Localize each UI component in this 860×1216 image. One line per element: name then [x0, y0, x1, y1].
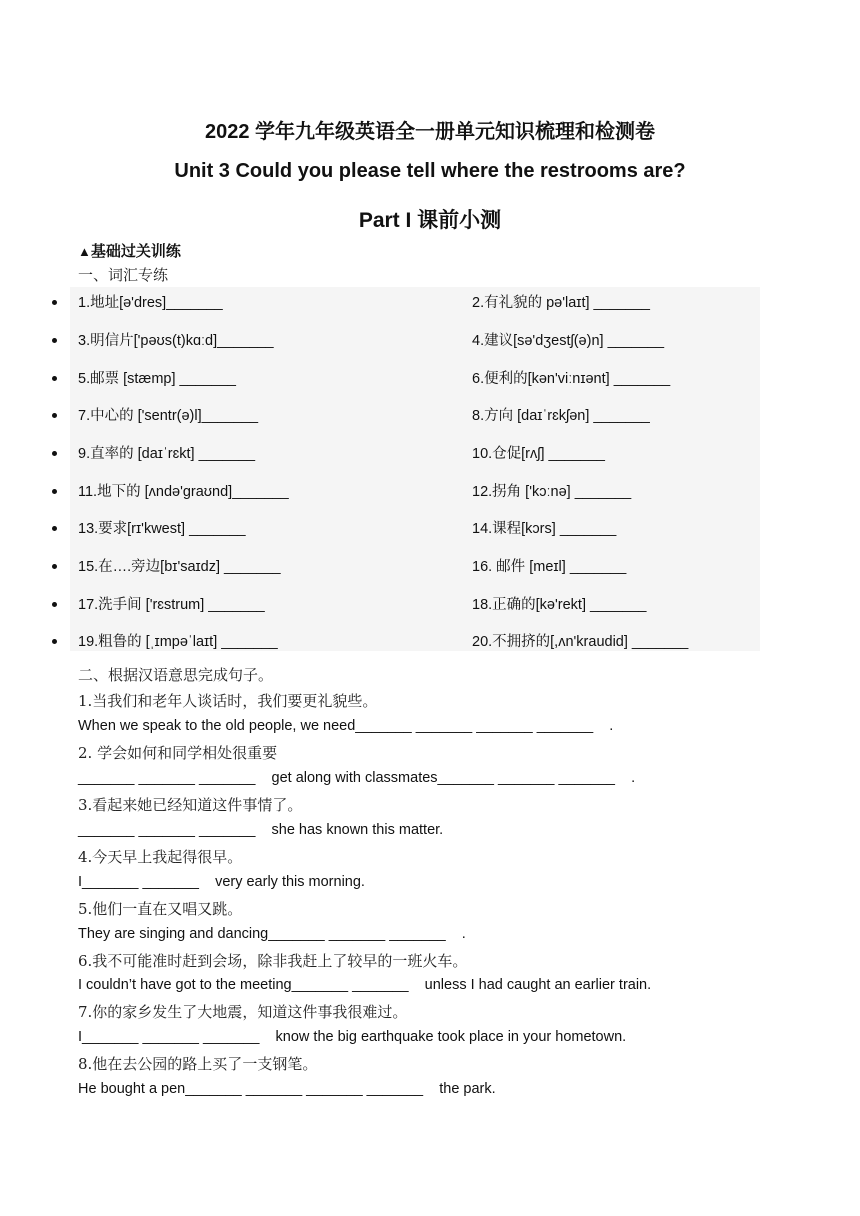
bullet-icon: [52, 602, 57, 607]
vocab-item: 12.拐角 ['kɔːnə] _______: [472, 484, 632, 500]
sentence-answer-line: _______ _______ _______ she has known this matter.: [78, 822, 444, 838]
sentence-answer-line: He bought a pen_______ _______ _______ _______ the park.: [78, 1081, 496, 1097]
vocab-item: 10.仓促[rʌʃ] _______: [472, 446, 605, 462]
vocab-row: [0, 367, 860, 405]
sentence-answer-line: When we speak to the old people, we need_______ _______ _______ _______ .: [78, 718, 614, 734]
vocab-item: 11.地下的 [ʌndə'graʊnd]_______: [78, 484, 289, 500]
sentence-prompt: 1.当我们和老年人谈话时，我们要更礼貌些。: [78, 692, 378, 710]
bullet-icon: [52, 564, 57, 569]
vocab-item: 14.课程[kɔrs] _______: [472, 521, 617, 537]
sentence-prompt: 6.我不可能准时赶到会场，除非我赶上了较早的一班火车。: [78, 952, 468, 970]
vocab-item: 2.有礼貌的 pə'laɪt] _______: [472, 295, 650, 311]
vocab-item: 15.在….旁边[bɪ'saɪdz] _______: [78, 559, 281, 575]
vocab-heading: 一、词汇专练: [78, 266, 169, 284]
vocab-item: 17.洗手间 ['rɛstrum] _______: [78, 597, 265, 613]
vocab-item: 7.中心的 ['sentr(ə)l]_______: [78, 408, 259, 424]
vocab-item: 19.粗鲁的 [ˌɪmpəˈlaɪt] _______: [78, 634, 278, 650]
section-heading-text: 基础过关训练: [90, 243, 181, 260]
sentence-answer-line: I_______ _______ _______ know the big earthquake took place in your hometown.: [78, 1029, 627, 1045]
bullet-icon: [52, 451, 57, 456]
sentence-prompt: 3.看起来她已经知道这件事情了。: [78, 796, 303, 814]
vocab-item: 6.便利的[kən'viːnɪənt] _______: [472, 371, 671, 387]
sentences-heading: 二、根据汉语意思完成句子。: [78, 666, 274, 684]
vocab-row: [0, 555, 860, 593]
sentence-prompt: 7.你的家乡发生了大地震，知道这件事我很难过。: [78, 1003, 408, 1021]
vocab-row: [0, 480, 860, 518]
vocab-item: 8.方向 [daɪˈrɛkʃən] _______: [472, 408, 650, 424]
unit-title: Unit 3 Could you please tell where the restrooms are?: [174, 160, 686, 182]
sentence-answer-line: I_______ _______ very early this morning.: [78, 874, 365, 890]
bullet-icon: [52, 413, 57, 418]
vocab-item: 18.正确的[kə'rekt] _______: [472, 597, 647, 613]
vocab-row: [0, 442, 860, 480]
bullet-icon: [52, 489, 57, 494]
document-title: 2022 学年九年级英语全一册单元知识梳理和检测卷: [204, 121, 656, 143]
sentence-prompt: 2. 学会如何和同学相处很重要: [78, 744, 278, 762]
bullet-icon: [52, 376, 57, 381]
vocab-row: [0, 404, 860, 442]
sentence-answer-line: They are singing and dancing_______ _______ _______ .: [78, 926, 466, 942]
sentence-prompt: 5.他们一直在又唱又跳。: [78, 900, 243, 918]
bullet-icon: [52, 526, 57, 531]
vocab-item: 1.地址[ə'dres]_______: [78, 295, 223, 311]
section-heading: [78, 240, 181, 261]
vocab-row: [0, 593, 860, 631]
bullet-icon: [52, 639, 57, 644]
vocab-item: 16. 邮件 [meɪl] _______: [472, 559, 627, 575]
vocab-row: [0, 291, 860, 329]
part-title: Part I 课前小测: [358, 209, 502, 232]
vocab-item: 3.明信片['pəʊs(t)kɑːd]_______: [78, 333, 274, 349]
vocab-item: 13.要求[rɪ'kwest] _______: [78, 521, 246, 537]
vocab-item: 20.不拥挤的[,ʌn'kraudid] _______: [472, 634, 689, 650]
triangle-icon: ▲: [78, 244, 91, 259]
vocab-row: [0, 329, 860, 367]
sentence-answer-line: _______ _______ _______ get along with classmates_______ _______ _______ .: [78, 770, 636, 786]
sentence-answer-line: I couldn’t have got to the meeting_______ _______ unless I had caught an earlier train.: [78, 977, 652, 993]
bullet-icon: [52, 338, 57, 343]
vocab-row: [0, 517, 860, 555]
sentence-prompt: 8.他在去公园的路上买了一支钢笔。: [78, 1055, 318, 1073]
vocab-item: 4.建议[sə'dʒestʃ(ə)n] _______: [472, 333, 665, 349]
vocab-row: [0, 630, 860, 668]
vocab-item: 5.邮票 [stæmp] _______: [78, 371, 236, 387]
bullet-icon: [52, 300, 57, 305]
vocab-item: 9.直率的 [daɪˈrɛkt] _______: [78, 446, 256, 462]
sentence-prompt: 4.今天早上我起得很早。: [78, 848, 243, 866]
